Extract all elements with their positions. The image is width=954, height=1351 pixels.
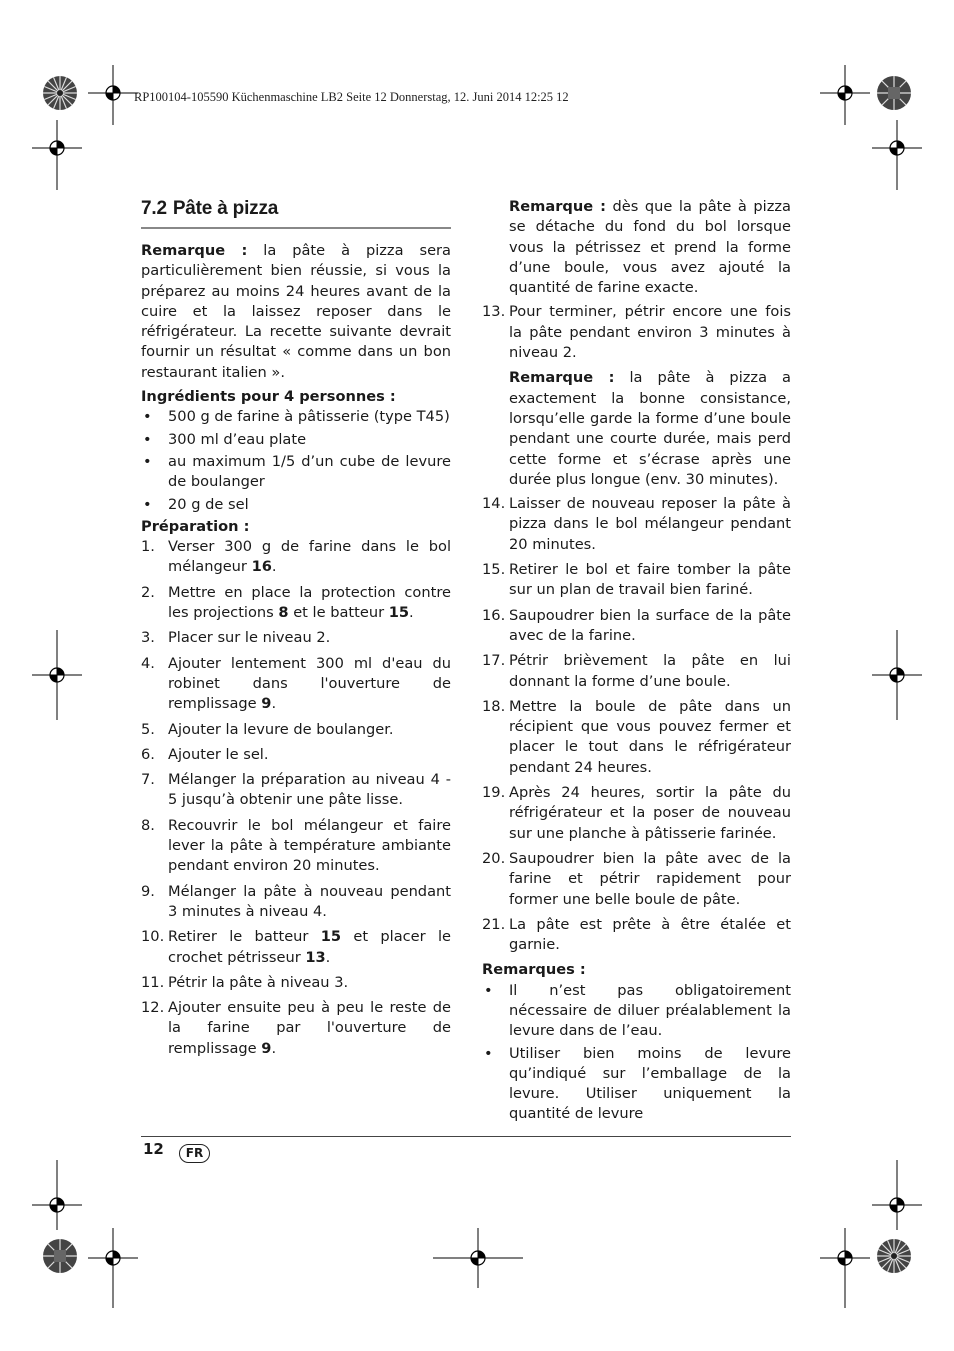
remarks-heading: Remarques : [482,961,586,979]
step-item: 20. Saupoudrer bien la pâte avec de la farine et pétrir rapidement pour former une belle boule de pâte. [482,849,791,908]
list-item: • Il n’est pas obligatoirement nécessaire de diluer préalablement la levure dans de l’eau. [484,981,791,1040]
intro-remark [141,241,451,383]
crosshair-icon [872,120,922,190]
step-item: 4. Ajouter lentement 300 ml d'eau du robinet dans l'ouverture de remplissage 9. [141,654,451,713]
crosshair-icon [88,65,138,125]
step-item: 10. Retirer le batteur 15 et placer le crochet pétrisseur 13. [141,928,451,966]
remark-label: Remarque : [509,198,606,215]
crosshair-icon [872,630,922,720]
section-title [141,197,451,229]
step-item: 5. Ajouter la levure de boulanger. [141,720,394,738]
step-item: 18. Mettre la boule de pâte dans un récipient que vous pouvez fermer et placer le tout dans le réfrigérateur pendant 24 heures. [482,697,791,776]
preparation-steps-final [482,494,791,955]
crosshair-icon [820,1228,870,1308]
list-item: • au maximum 1/5 d’un cube de levure de boulanger [143,452,451,491]
ingredients-list [141,407,451,514]
step-item: 9. Mélanger la pâte à nouveau pendant 3 minutes à niveau 4. [141,882,451,920]
step-item: 17. Pétrir brièvement la pâte en lui donnant la forme d’une boule. [482,652,791,690]
remarks-list [482,981,791,1125]
remark-text: la pâte à pizza sera particulièrement bien réussie, si vous la préparez au moins 24 heures avant de la cuire et la laissez reposer dans le réfrigérateur. La recette suivante devrait fournir un résultat « comme dans un bon restaurant italien ». [141,242,451,381]
crosshair-icon [433,1228,523,1288]
list-item: • 20 g de sel [143,495,249,513]
step-item: 6. Ajouter le sel. [141,745,269,763]
left-column [141,197,451,1064]
step-item: 21. La pâte est prête à être étalée et garnie. [482,915,791,954]
note-remark-2: Remarque : la pâte à pizza a exactement la bonne consistance, lorsqu’elle garde la forme d’une boule pendant une courte durée, mais perd cette forme et s’écrase après une durée plus longue (env. 30 minutes). [509,369,791,488]
step-item: 3. Placer sur le niveau 2. [141,629,331,647]
step-item: 7. Mélanger la préparation au niveau 4 - 5 jusqu’à obtenir une pâte lisse. [141,771,451,809]
print-header: RP100104-105590 Küchenmaschine LB2 Seite 12 Donnerstag, 12. Juni 2014 12:25 12 [134,90,569,104]
language-badge: FR [179,1144,210,1163]
step-item: 1. Verser 300 g de farine dans le bol mélangeur 16. [141,538,451,576]
list-item: • 300 ml d’eau plate [143,430,307,448]
step-item: 19. Après 24 heures, sortir la pâte du réfrigérateur et la poser de nouveau sur une planche à pâtisserie farinée. [482,784,791,842]
crosshair-icon [32,630,82,720]
remark-label: Remarque : [509,369,615,387]
page-number: 12 [143,1140,164,1158]
step-item: 16. Saupoudrer bien la surface de la pâte avec de la farine. [482,606,791,644]
list-item: • Utiliser bien moins de levure qu’indiqué sur l’emballage de la levure. Utiliser uniquement la quantité de levure [484,1044,791,1123]
ingredients-heading: Ingrédients pour 4 personnes : [141,388,396,406]
step-item: 12. Ajouter ensuite peu à peu le reste de la farine par l'ouverture de remplissage 9. [141,999,451,1057]
crosshair-icon [872,1160,922,1230]
preparation-steps [141,537,451,1059]
crosshair-icon [32,1160,82,1230]
step-item: 11. Pétrir la pâte à niveau 3. [141,973,349,991]
step-item: 13. Pour terminer, pétrir encore une fois la pâte pendant environ 3 minutes à niveau 2. [482,303,791,362]
remark-label: Remarque : [141,242,248,259]
color-target-icon [40,1236,80,1276]
crosshair-icon [32,120,82,190]
crosshair-icon [88,1228,138,1308]
step-item: 2. Mettre en place la protection contre les projections 8 et le batteur 15. [141,583,451,622]
right-column [482,197,791,1127]
color-target-icon [874,1236,914,1276]
section-title-text: Pâte à pizza [172,198,279,219]
footer-rule [141,1136,791,1137]
color-target-icon [40,73,80,113]
step-item: 14. Laisser de nouveau reposer la pâte à pizza dans le bol mélangeur pendant 20 minutes. [482,495,791,553]
preparation-steps-continued [482,302,791,363]
crosshair-icon [820,65,870,125]
step-item: 8. Recouvrir le bol mélangeur et faire lever la pâte à température ambiante pendant environ 20 minutes. [141,816,451,875]
color-target-icon [874,73,914,113]
note-remark-1: Remarque : dès que la pâte à pizza se détache du fond du bol lorsque vous la pétrissez et prend la forme d’une boule, vous avez ajouté la quantité de farine exacte. [509,198,791,297]
step-item: 15. Retirer le bol et faire tomber la pâte sur un plan de travail bien fariné. [482,561,791,599]
list-item: • 500 g de farine à pâtisserie (type T45) [143,408,450,426]
preparation-heading: Préparation : [141,517,250,535]
section-number: 7.2 [141,198,167,219]
